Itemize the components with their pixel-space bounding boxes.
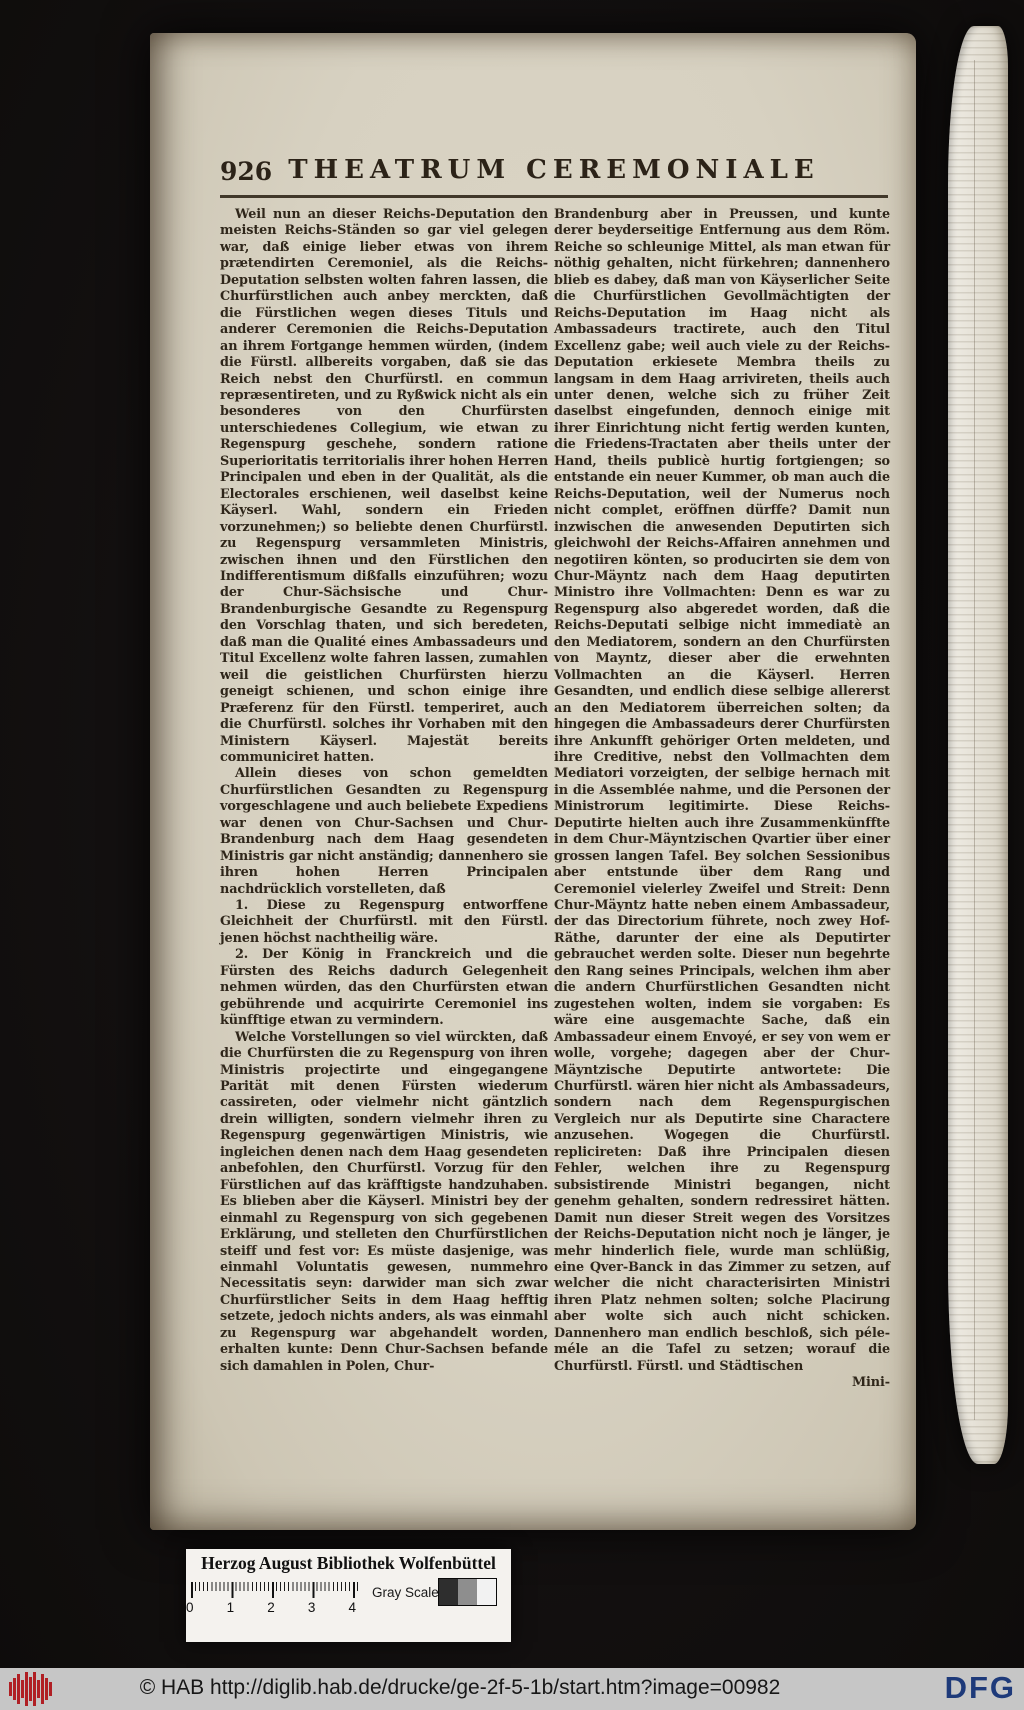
ruler-number: 1	[226, 1600, 235, 1615]
left-text-column	[220, 207, 548, 1375]
gray-patch-mid	[458, 1579, 477, 1605]
dfg-logo: DFG	[944, 1670, 1016, 1705]
page-number: 926	[220, 157, 273, 186]
gray-patch-light	[477, 1579, 496, 1605]
catchword: Mini-	[851, 1375, 890, 1391]
running-title: THEATRUM CEREMONIALE	[288, 155, 820, 185]
ruler-number: 4	[348, 1600, 356, 1615]
ruler-number: 3	[307, 1600, 316, 1615]
ruler-numbers	[186, 1600, 356, 1615]
paragraph: Welche Vorstellungen so viel würckten, daß die Churfürsten die zu Regenspurg von ihren Ministris projectirte und eingegangene Parität mit denen Fürsten wiederum cassireten, oder vielmehr nicht gäntzlich drein willigten, sondern vielmehr ihren zu Regenspurg gegenwärtigen Ministris, wie ingleichen denen nach dem Haag gesendeten anbefohlen, den Churfürstl. Vorzug für den Fürstlichen auf das kräfftigste handzuhaben. Es blieben aber die Käyserl. Ministri bey der einmahl zu Regenspurg von sich gegebenen Erklärung, und stelleten den Churfürstlichen steiff und fest vor: Es müste dasjenige, was einmahl Voluntatis gewesen, nummehro Necessitatis seyn: darwider man sich zwar Churfürstlicher Seits in dem Haag hefftig setzete, jedoch nichts anders, als was einmahl zu Regenspurg war abgehandelt worden, erhalten kunte: Denn Chur-Sachsen befande sich damahlen in Polen, Chur-	[220, 1029, 548, 1374]
paragraph: 1. Diese zu Regenspurg entworffene Gleichheit der Churfürstl. mit den Fürstl. jenen höchst nachtheilig wäre.	[220, 898, 548, 946]
gray-patch-dark	[439, 1579, 458, 1605]
ruler-number: 2	[267, 1600, 275, 1615]
header-rule	[220, 195, 888, 198]
ruler-number: 0	[186, 1600, 194, 1615]
right-text-column	[554, 207, 890, 1392]
gray-scale-label: Gray Scale	[372, 1585, 439, 1600]
paragraph: Brandenburg aber in Preussen, und kunte derer beyderseitige Entfernung aus dem Röm. Reiche so schleunige Mittel, als man etwan für nöthig gehalten, nicht fürkehren; dannenhero blieb es dabey, daß man von Käyserlicher Seite die Churfürstlichen Gevollmächtigten der Reichs-Deputation im Haag nicht als Ambassadeurs tractirete, auch den Titul Excellenz gabe; weil auch viele zu der Reichs-Deputation erkiesete Membra theils zu langsam in dem Haag arrivireten, theils auch unter denen, welche sich zu früher Zeit daselbst eingefunden, dennoch einige mit ihrer Einrichtung nicht fertig werden kunten, die Friedens-Tractaten aber theils unter der Hand, theils publicè hurtig fortgiengen; so entstande ein neuer Kummer, ob man auch die Reichs-Deputation, weil der Numerus noch nicht complet, eröffnen dürffe? Damit nun inzwischen die anwesenden Deputirten sich gleichwohl der Reichs-Affairen annehmen und negotiiren könten, so producirten sie dem von Chur-Mäyntz nach dem Haag deputirten Ministro ihre Vollmachten: Denn es war zu Regenspurg also abgeredet worden, daß die Reichs-Deputati selbige nicht immediatè an den Mediatorem, sondern an den Churfürsten von Mayntz, dieser aber die erwehnten Vollmachten an die Käyserl. Herren Gesandten, und endlich diese selbige allererst an den Mediatorem überreichen solten; da hingegen die Ambassadeurs derer Churfürsten ihre Ankunfft gehöriger Orten meldeten, und ihre Creditive, nebst den Vollmachten dem Mediatori vorzeigten, der selbige hernach mit in die Assemblée nahme, und die Personen der Ministrorum legitimirte. Diese Reichs-Deputirte hielten auch ihre Zusammenkünffte in dem Chur-Mäyntzischen Qvartier über einer grossen langen Tafel. Bey solchen Sessionibus aber entstunde über dem Rang und Ceremoniel vielerley Zweifel und Streit: Denn Chur-Mäyntz hatte neben einem Ambassadeur, der das Directorium führete, noch zwey Hof-Räthe, darunter der eine als Deputirter gebrauchet werden solte. Dieser nun begehrte den Rang seines Principals, welchen ihm aber die andern Churfürstlichen Gesandten nicht zugestehen wolten, indem sie vorgaben: Es wäre eine ausgemachte Sache, daß ein Ambassadeur einem Envoyé, er sey von wem er wolle, vorgehe; dagegen aber der Chur-Mäyntzische Deputirte antwortete: Die Churfürstl. wären hier nicht als Ambassadeurs, sondern nach dem Regenspurgischen Vergleich nur als Deputirte sine Charactere anzusehen. Wogegen die Churfürstl. replicireten: Daß ihre Principalen diesen Fehler, welchen ihre zu Regenspurg subsistirende Ministri begangen, nicht genehm gehalten, sondern redressiret hätten. Damit nun dieser Streit wegen des Vorsitzes der Reichs-Deputation nicht noch je länger, je mehr hinderlich fiele, wurde man schlüßig, eine Qver-Banck in das Zimmer zu setzen, auf welcher die nicht characterisirten Ministri ihren Platz nehmen solten; solche Placirung aber wolte sich auch nicht schicken. Dannenhero man endlich beschloß, sich péle-méle an die Tafel zu setzen; worauf die Churfürstl. Fürstl. und Städtischen	[554, 207, 890, 1374]
attribution-bar	[0, 1668, 1024, 1710]
ruler-cm-ticks	[191, 1582, 361, 1598]
library-name: Herzog August Bibliothek Wolfenbüttel	[201, 1553, 496, 1573]
paragraph: Allein dieses von schon gemeldten Churfürstlichen Gesandten zu Regenspurg vorgeschlagene und auch beliebete Expediens war denen von Chur-Sachsen und Chur-Brandenburg nach dem Haag gesendeten Ministris gar nicht anständig; dannenhero sie ihren hohen Herren Principalen nachdrücklich vorstelleten, daß	[220, 766, 548, 897]
paragraph: 2. Der König in Franckreich und die Fürsten des Reichs dadurch Gelegenheit nehmen würden, das den Churfürsten etwan gebührende und acquirirte Ceremoniel ins künfftige etwan zu vermindern.	[220, 947, 548, 1029]
copyright-url: © HAB http://diglib.hab.de/drucke/ge-2f-5-1b/start.htm?image=00982	[139, 1676, 781, 1699]
paragraph: Weil nun an dieser Reichs-Deputation den meisten Reichs-Ständen so gar viel gelegen war, daß einige lieber etwas von ihrem prætendirten Ceremoniel, als die Reichs-Deputation selbsten wolten fahren lassen, die Churfürstlichen auch anbey merckten, daß die Fürstlichen wegen dieses Tituls und anderer Ceremonien die Reichs-Deputation an ihrem Fortgange hemmen würden, (indem die Fürstl. allbereits vorgaben, daß sie das Reich nebst den Churfürstl. en commun repræsentireten, und zu Ryßwick nicht als ein besonderes von den Churfürsten unterschiedenes Collegium, wie etwan zu Regenspurg geschehe, sondern ratione Superioritatis territorialis ihrer hohen Herren Principalen und eben in der Qualität, als die Electorales erschienen, weil daselbst keine Käyserl. Wahl, sondern ein Frieden vorzunehmen;) so beliebte denen Churfürstl. zu Regenspurg versammleten Ministris, zwischen ihnen und den Fürstlichen den Indifferentismum dißfalls einzuführen; wozu der Chur-Sächsische und Chur-Brandenburgische Gesandte zu Regenspurg den Vorschlag thaten, und sich beredeten, daß man die Qualité eines Ambassadeurs und Titul Excellenz wolte fahren lassen, zumahlen weil die geistlichen Churfürsten hierzu geneigt schienen, und schon einige ihre Præferenz für den Fürstl. temperiret, auch die Churfürstl. solches ihr Vorhaben mit den Ministern Käyserl. Majestät bereits communiciret hatten.	[220, 207, 548, 765]
calibration-card	[186, 1549, 511, 1642]
gray-scale-patches	[438, 1578, 497, 1606]
next-page-edge	[948, 26, 1008, 1464]
hab-logo-icon	[8, 1671, 52, 1707]
book-page-scan	[150, 33, 916, 1530]
page-edge-crease	[974, 60, 975, 1420]
cm-ruler	[191, 1582, 361, 1598]
